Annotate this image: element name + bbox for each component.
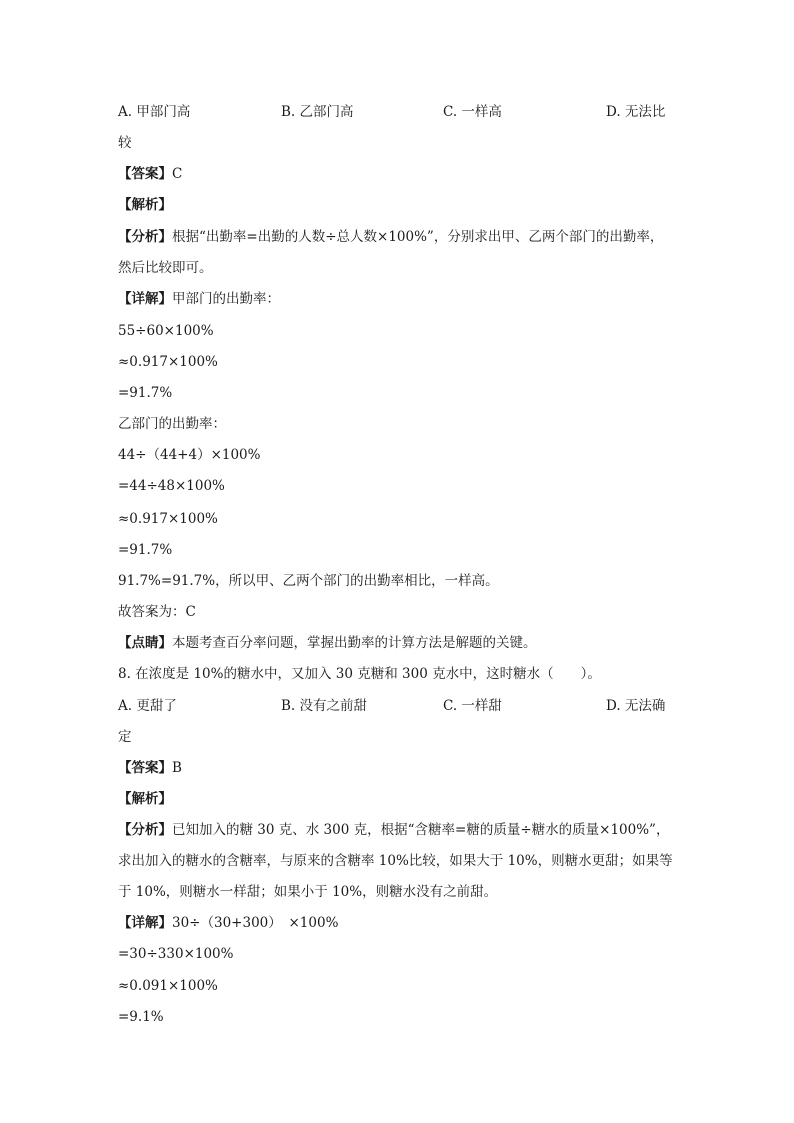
q7-fenxi-line-1 [118,228,663,246]
q7-option-d: D. 无法比 [606,104,666,120]
q7-xiangjie [118,290,280,308]
answer-value: C [172,166,183,182]
q7-answer [118,165,182,183]
q8-xiangjie [118,914,338,932]
calc-line: 55÷60×100% [118,323,214,339]
q7-dianjing [118,634,537,652]
q7-options [118,103,678,121]
q8-analysis-heading: 【解析】 [118,791,172,807]
calc-line: =44÷48×100% [118,478,225,494]
q7-compare: 91.7%=91.7%，所以甲、乙两个部门的出勤率相比，一样高。 [118,573,499,589]
calc-line: 44÷（44+4）×100% [118,447,261,463]
dianjing-label: 【点睛】 [118,635,172,651]
q8-option-d: D. 无法确 [606,698,666,714]
fenxi-text: 根据“出勤率=出勤的人数÷总人数×100%”，分别求出甲、乙两个部门的出勤率， [172,229,664,245]
q7-option-d-wrap: 较 [118,135,132,151]
calc-line: =30÷330×100% [118,946,234,962]
xiangjie-text: 甲部门的出勤率： [172,291,280,307]
fenxi-label: 【分析】 [118,822,172,838]
q7-option-b: B. 乙部门高 [281,104,354,120]
answer-label: 【答案】 [118,166,172,182]
calc-line: =91.7% [118,542,173,558]
q7-fenxi-line-2: 然后比较即可。 [118,260,213,276]
q8-option-a: A. 更甜了 [118,698,177,714]
calc-line: =91.7% [118,385,173,401]
fenxi-text: 已知加入的糖 30 克、水 300 克，根据“含糖率=糖的质量÷糖水的质量×100%”， [172,822,670,838]
calc-line: ≈0.091×100% [118,978,218,994]
q8-answer [118,759,182,777]
q8-option-b: B. 没有之前甜 [281,698,368,714]
q7-conclusion: 故答案为：C [118,604,196,620]
q8-options [118,697,678,715]
answer-label: 【答案】 [118,760,172,776]
q7-option-a: A. 甲部门高 [118,104,191,120]
xiangjie-label: 【详解】 [118,915,172,931]
dianjing-text: 本题考查百分率问题，掌握出勤率的计算方法是解题的关键。 [172,635,537,651]
q8-fenxi-line-3: 于 10%，则糖水一样甜；如果小于 10%，则糖水没有之前甜。 [118,884,498,900]
q8-fenxi-line-2: 求出加入的糖水的含糖率，与原来的含糖率 10%比较，如果大于 10%，则糖水更甜；如果等 [118,853,673,869]
calc-line: =9.1% [118,1009,164,1025]
xiangjie-label: 【详解】 [118,291,172,307]
q8-option-d-wrap: 定 [118,729,132,745]
calc-line: ≈0.917×100% [118,511,218,527]
q7-option-c: C. 一样高 [443,104,502,120]
answer-value: B [172,760,182,776]
q8-question: 8. 在浓度是 10%的糖水中，又加入 30 克糖和 300 克水中，这时糖水（ ）。 [118,666,601,682]
calc-line: ≈0.917×100% [118,354,218,370]
q8-option-c: C. 一样甜 [443,698,502,714]
q7-analysis-heading: 【解析】 [118,197,172,213]
fenxi-label: 【分析】 [118,229,172,245]
q7-yi-label: 乙部门的出勤率： [118,416,226,432]
q8-fenxi-line-1 [118,821,669,839]
xiangjie-text: 30÷（30+300） ×100% [172,915,339,931]
